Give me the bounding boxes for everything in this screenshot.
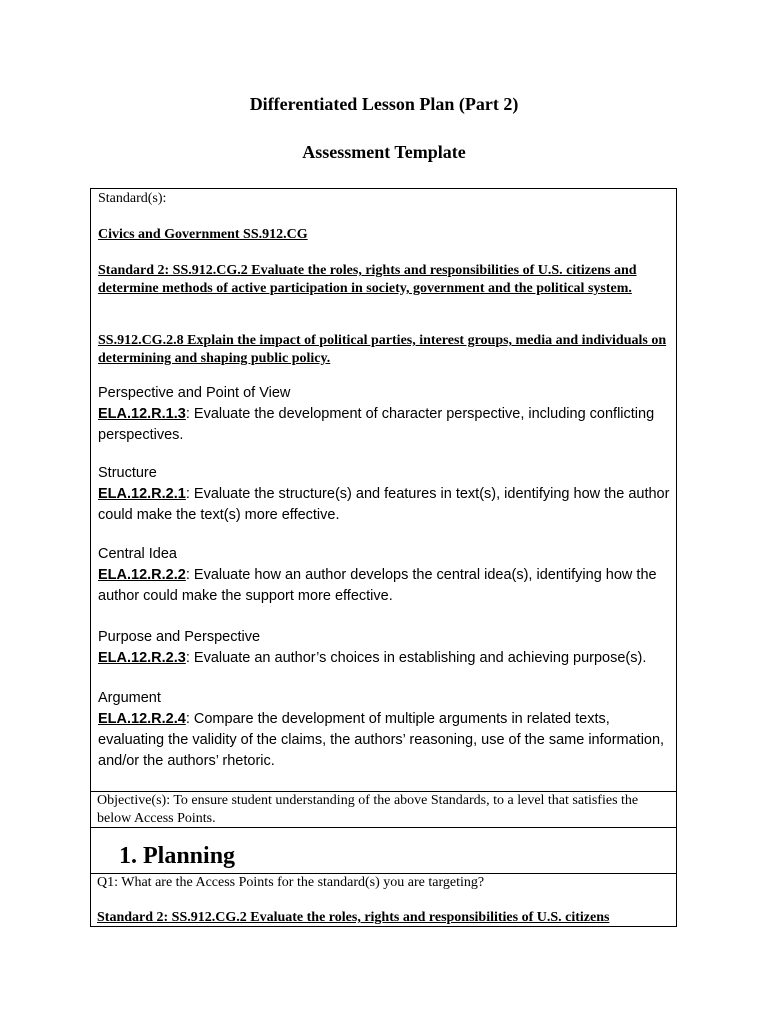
planning-number: 1. xyxy=(119,843,137,869)
q1-question: Q1: What are the Access Points for the standard(s) you are targeting? xyxy=(97,875,485,890)
document-subtitle: Assessment Template xyxy=(302,142,466,162)
objective-text: Objective(s): To ensure student understanding of the above Standards, to a level that satisfies the below Access Points. xyxy=(97,793,639,826)
ela-text: : Evaluate the development of character perspective, including conflicting perspectives. xyxy=(98,406,655,443)
ela-heading: Structure xyxy=(98,465,157,481)
ela-code: ELA.12.R.2.2 xyxy=(98,567,186,583)
q1-cell xyxy=(90,873,677,927)
standard-2-text: Standard 2: SS.912.CG.2 Evaluate the roles, rights and responsibilities of U.S. citizens and determine methods of active participation in society, government and the political system. xyxy=(98,263,637,296)
ela-heading: Argument xyxy=(98,690,161,706)
document-title: Differentiated Lesson Plan (Part 2) xyxy=(249,94,519,114)
ela-description xyxy=(98,709,670,772)
ela-code: ELA.12.R.2.1 xyxy=(98,486,186,502)
ela-code: ELA.12.R.2.4 xyxy=(98,711,186,727)
ela-block-2 xyxy=(98,463,670,526)
ela-text: : Evaluate the structure(s) and features in text(s), identifying how the author could make the text(s) more effective. xyxy=(98,486,670,523)
planning-title: Planning xyxy=(143,843,236,869)
benchmark-text: SS.912.CG.2.8 Explain the impact of political parties, interest groups, media and individuals on determining and shaping public policy. xyxy=(98,333,667,366)
q1-standard-2: Standard 2: SS.912.CG.2 Evaluate the roles, rights and responsibilities of U.S. citizens xyxy=(97,910,610,925)
planning-heading xyxy=(119,842,235,870)
ela-heading: Purpose and Perspective xyxy=(98,629,261,645)
ela-block-3 xyxy=(98,544,670,607)
ela-block-5 xyxy=(98,688,670,772)
ela-description xyxy=(98,565,670,607)
ela-text: : Compare the development of multiple arguments in related texts, evaluating the validity of the claims, the authors’ reasoning, use of the same information, and/or the authors’ rhetoric. xyxy=(98,711,665,769)
ela-description xyxy=(98,484,670,526)
ela-heading: Central Idea xyxy=(98,546,177,562)
ela-description xyxy=(98,404,670,446)
ela-code: ELA.12.R.1.3 xyxy=(98,406,186,422)
standards-label: Standard(s): xyxy=(98,191,167,206)
standards-cell xyxy=(90,188,677,792)
ela-description xyxy=(98,648,670,669)
ela-block-1 xyxy=(98,383,670,446)
civics-heading: Civics and Government SS.912.CG xyxy=(98,227,308,242)
ela-text: : Evaluate an author’s choices in establishing and achieving purpose(s). xyxy=(185,650,647,666)
ela-block-4 xyxy=(98,627,670,669)
objective-cell xyxy=(90,791,677,828)
ela-text: : Evaluate how an author develops the central idea(s), identifying how the author could make the support more effective. xyxy=(98,567,657,604)
planning-cell xyxy=(90,827,677,874)
ela-code: ELA.12.R.2.3 xyxy=(98,650,186,666)
ela-heading: Perspective and Point of View xyxy=(98,385,291,401)
